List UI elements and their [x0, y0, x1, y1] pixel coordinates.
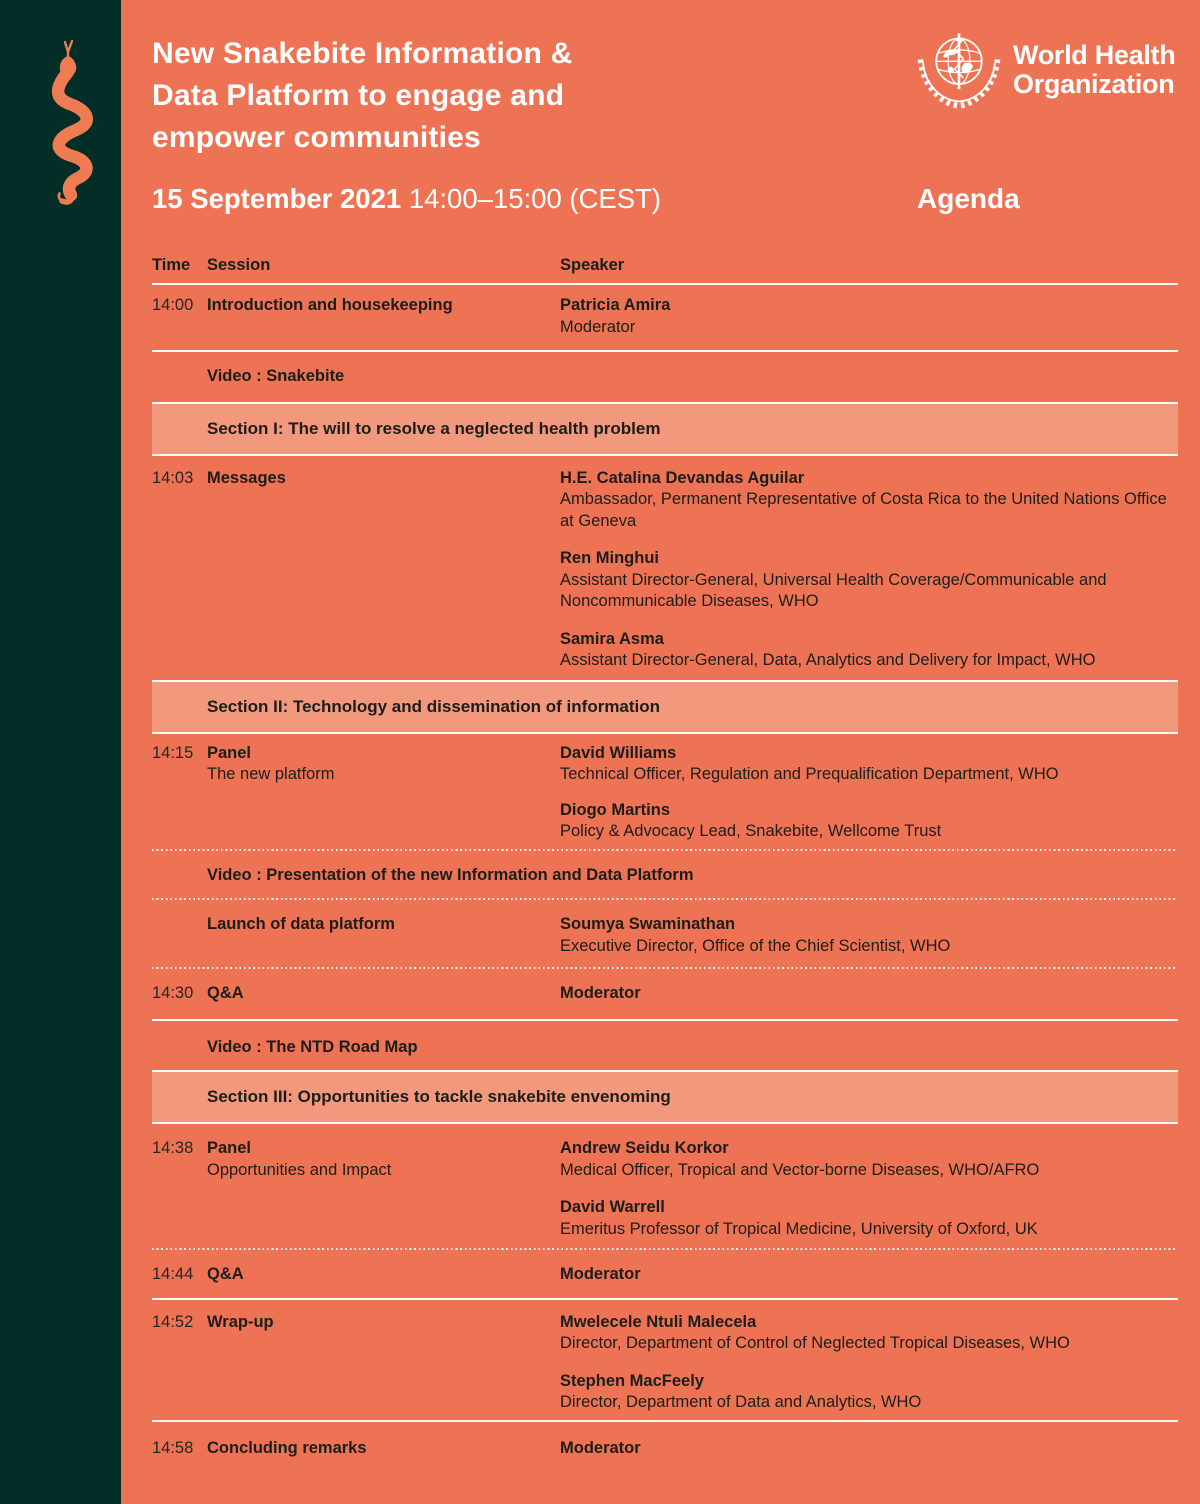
row-time: 14:30: [152, 984, 194, 1002]
table-row: [152, 1300, 1178, 1420]
row-time: 14:58: [152, 1438, 194, 1457]
session-title: Launch of data platform: [207, 915, 395, 933]
row-time: 14:38: [152, 1139, 194, 1157]
session-title: Panel: [207, 1139, 252, 1157]
col-header-session: Session: [207, 256, 271, 274]
who-wordmark-line2: Organization: [1013, 69, 1175, 99]
sidebar-band: [0, 0, 121, 1504]
col-header-speaker: Speaker: [560, 256, 625, 274]
table-row: [152, 1250, 1178, 1298]
speaker: Andrew Seidu Korkor Medical Officer, Tropical and Vector-borne Diseases, WHO/AFRO: [560, 1139, 1040, 1179]
event-date: 15 September 2021 14:00–15:00 (CEST): [152, 183, 662, 214]
speaker: Samira Asma Assistant Director-General, Data, Analytics and Delivery for Impact, WHO: [560, 629, 1096, 669]
section-title: Section I: The will to resolve a neglected health problem: [207, 418, 661, 438]
who-wordmark-line1: World Health: [1013, 39, 1176, 70]
table-header: [152, 255, 1178, 276]
table-row-video: [152, 851, 1178, 899]
row-time: [152, 914, 207, 957]
table-row: [152, 456, 1178, 680]
who-logo: [915, 28, 1175, 112]
col-header-time: Time: [152, 256, 191, 274]
session-title: Q&A: [207, 984, 244, 1002]
video-label: Video : Snakebite: [207, 367, 345, 385]
row-time: 14:03: [152, 468, 194, 487]
video-label: Video : The NTD Road Map: [207, 1037, 418, 1056]
table-row-video: [152, 1021, 1178, 1071]
speaker: Mwelecele Ntuli Malecela Director, Department of Control of Neglected Tropical Diseases, WHO: [560, 1312, 1070, 1352]
speaker: Soumya Swaminathan Executive Director, Office of the Chief Scientist, WHO: [560, 915, 951, 955]
session-title: Introduction and housekeeping: [207, 296, 453, 314]
speaker: Moderator: [560, 1265, 641, 1283]
speaker: David Warrell Emeritus Professor of Tropical Medicine, University of Oxford, UK: [560, 1198, 1038, 1238]
speaker: David Williams Technical Officer, Regulation and Prequalification Department, WHO: [560, 743, 1059, 783]
session-title: Messages: [207, 468, 286, 487]
section-title: Section II: Technology and dissemination of information: [207, 696, 661, 716]
section-band: [152, 1070, 1178, 1124]
speaker: Patricia Amira Moderator: [560, 296, 671, 336]
row-time: 14:15: [152, 743, 194, 762]
session-title: Concluding remarks: [207, 1438, 367, 1457]
session-subtitle: Opportunities and Impact: [207, 1160, 392, 1179]
video-label: Video : Presentation of the new Information and Data Platform: [207, 865, 694, 884]
speaker: Moderator: [560, 1438, 641, 1457]
section-band: [152, 402, 1178, 456]
row-time: 14:00: [152, 296, 194, 314]
table-row: [152, 1124, 1178, 1248]
speaker: Ren Minghui Assistant Director-General, Universal Health Coverage/Communicable and Noncommunicable Diseases, WHO: [560, 549, 1107, 610]
agenda-label: Agenda: [917, 183, 1020, 214]
row-time: 14:52: [152, 1312, 194, 1331]
snake-icon: [26, 40, 110, 208]
page-title: New Snakebite Information & Data Platform to engage and empower communities: [152, 37, 573, 154]
who-emblem-icon: [915, 28, 1003, 112]
main-content: [121, 0, 1200, 1504]
section-title: Section III: Opportunities to tackle snakebite envenoming: [207, 1087, 671, 1106]
session-title: Q&A: [207, 1265, 244, 1283]
speaker: H.E. Catalina Devandas Aguilar Ambassador, Permanent Representative of Costa Rica to the United Nations Office at Geneva: [560, 468, 1167, 530]
table-row: [152, 900, 1178, 967]
speaker: Moderator: [560, 984, 641, 1002]
table-row: [152, 1422, 1178, 1460]
table-row: [152, 285, 1178, 350]
session-subtitle: The new platform: [207, 765, 335, 783]
table-row-video: [152, 352, 1178, 402]
session-title: Panel: [207, 743, 252, 762]
agenda-table: [152, 255, 1178, 1459]
speaker: Diogo Martins Policy & Advocacy Lead, Snakebite, Wellcome Trust: [560, 800, 942, 840]
speaker: Stephen MacFeely Director, Department of Data and Analytics, WHO: [560, 1371, 922, 1411]
section-band: [152, 680, 1178, 734]
row-time: 14:44: [152, 1265, 194, 1283]
table-row: [152, 969, 1178, 1019]
table-row: [152, 734, 1178, 849]
session-title: Wrap-up: [207, 1312, 274, 1331]
